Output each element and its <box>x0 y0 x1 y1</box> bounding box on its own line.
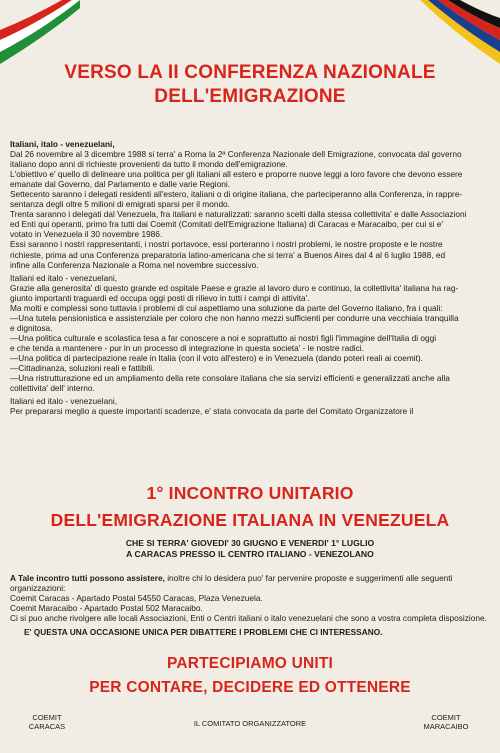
body-line: Grazie alla generosita' di questo grande ed ospitale Paese e grazie al lavoro duro e continuo, la collettivita' italiana ha rag- <box>10 282 459 293</box>
body-line: Settecento saranno i delegati residenti all'estero, italiani o di origine italiana, che parteciperanno alla Conferenza, in rappre- <box>10 189 463 200</box>
body-line: ed Enti qui operanti, primo fra tutti dai Coemit (Comitati dell'Emigrazione Italiana) di Caracas e Maracaibo, per cui si e' <box>10 219 443 230</box>
body-line: italiano dopo anni di richieste provenienti da tutto il mondo dell'emigrazione. <box>10 159 288 170</box>
signature-organizing-committee: IL COMITATO ORGANIZZATORE <box>193 719 307 728</box>
body-line: —Una ristrutturazione ed un ampliamento della rete consolare italiana che sia servizi efficienti e generalizzati anche alla <box>10 373 450 384</box>
participation-lead: A Tale incontro tutti possono assistere, <box>10 573 165 583</box>
signature-org: COEMIT <box>32 713 62 722</box>
body-line: Trenta saranno i delegati dal Venezuela, fra italiani e naturalizzati: saranno scelti dalla stessa collettivita' e dalle Associazioni <box>10 209 467 220</box>
info-line: organizzazioni: <box>10 583 66 594</box>
body-line: Dal 26 novembre al 3 dicembre 1988 si terra' a Roma la 2ª Conferenza Nazionale dell Emigrazione, convocata dal governo <box>10 149 462 160</box>
body-line: —Una politica di partecipazione reale in Italia (con il voto all'estero) e in Venezuela (dando poteri reali ai coemit). <box>10 352 423 363</box>
call-to-action-line-1: PARTECIPIAMO UNITI <box>166 655 334 672</box>
signature-org: COEMIT <box>431 713 461 722</box>
body-line: —Cittadinanza, soluzioni reali e fattibili. <box>10 363 155 374</box>
event-location: A CARACAS PRESSO IL CENTRO ITALIANO - VENEZOLANO <box>126 549 374 559</box>
event-date: CHE SI TERRA' GIOVEDI' 30 GIUGNO E VENERDI' 1° LUGLIO <box>125 538 375 548</box>
event-title-line-1: 1° INCONTRO UNITARIO <box>146 483 354 503</box>
italian-flag-stripes <box>0 0 80 70</box>
body-line: infine alla Conferenza Nazionale a Roma nel novembre successivo. <box>10 259 259 270</box>
participation-lead-rest: inoltre chi lo desidera puo' far pervenire proposte e suggerimenti alle seguenti <box>164 573 453 583</box>
occasion-statement: E' QUESTA UNA OCCASIONE UNICA PER DIBATTERE I PROBLEMI CHE CI INTERESSANO. <box>24 627 383 638</box>
body-line: richieste, prima ad una Conferenza preparatoria latino-americana che si terra' a Buenos Aires dal 4 al 6 luglio 1988, ed <box>10 249 446 260</box>
body-line: L'obiettivo e' quello di delineare una politica per gli italiani all estero e proporre nuove leggi a loro favore che devono essere <box>10 169 463 180</box>
body-line: votato in Venezuela il 30 novembre 1986. <box>10 229 163 240</box>
body-line: Essi saranno i nostri rappresentanti, i nostri portavoce, essi porteranno i nostri problemi, le nostre proposte e le nostre <box>10 239 443 250</box>
participation-lead-line <box>10 573 488 583</box>
contact-caracas: Coemit Caracas - Apartado Postal 54550 Caracas, Plaza Venezuela. <box>10 593 263 604</box>
body-line: giunto importanti traguardi ed occupa oggi posti di rilievo in tutti i campi di attivita'. <box>10 292 310 303</box>
event-title-line-2: DELL'EMIGRAZIONE ITALIANA IN VENEZUELA <box>50 510 450 530</box>
body-line: collettivita' dell' interno. <box>10 383 95 394</box>
body-line: —Una tutela pensionistica e assistenziale per coloro che non hanno mezzi sufficienti per condurre una vecchiaia tranquilla <box>10 312 459 323</box>
venezuelan-flag-stripes <box>420 0 500 70</box>
signature-city: CARACAS <box>28 721 66 731</box>
participation-info <box>10 573 488 638</box>
body-line: Italiani, italo - venezuelani, <box>10 139 115 149</box>
body-line: e dignitosa. <box>10 322 53 333</box>
call-to-action-line-2: PER CONTARE, DECIDERE ED OTTENERE <box>89 679 411 696</box>
body-line: Per prepararsi meglio a queste importanti scadenze, e' stata convocata da parte del Comitato Organizzatore il <box>10 406 414 417</box>
info-line: Ci si puo anche rivolgere alle locali Associazioni, Enti o Centri italiani o italo venezuelani che sono a vostra completa disposizione. <box>10 613 487 624</box>
signature-coemit-maracaibo <box>416 714 476 731</box>
body-line: Italiani ed italo - venezuelani, <box>10 272 118 283</box>
signature-coemit-caracas <box>22 714 72 731</box>
contact-maracaibo: Coemit Maracaibo - Apartado Postal 502 Maracaibo. <box>10 603 203 614</box>
body-line: —Una politica culturale e scolastica tesa a far conoscere a noi e soprattutto ai nostri figli l'immagine dell'Italia di oggi <box>10 332 437 343</box>
body-line: e che tenda a mantenere - pur in un processo di integrazione in questa societa' - le nostre radici. <box>10 342 364 353</box>
page-title-line-1: VERSO LA II CONFERENZA NAZIONALE <box>64 62 436 83</box>
page-title-line-2: DELL'EMIGRAZIONE <box>154 86 346 107</box>
body-line: Ma molti e complessi sono tuttavia i problemi di cui aspettiamo una soluzione da parte del Governo italiano, fra i quali: <box>10 302 443 313</box>
announcement-body <box>10 139 488 416</box>
body-line: sentanza degli oltre 5 milioni di emigrati sparsi per il mondo. <box>10 199 230 210</box>
body-line: emanate dal Governo, dal Parlamento e dalle varie Regioni. <box>10 179 230 190</box>
body-line: Italiani ed italo - venezuelani, <box>10 396 118 407</box>
signature-city: MARACAIBO <box>423 721 469 731</box>
